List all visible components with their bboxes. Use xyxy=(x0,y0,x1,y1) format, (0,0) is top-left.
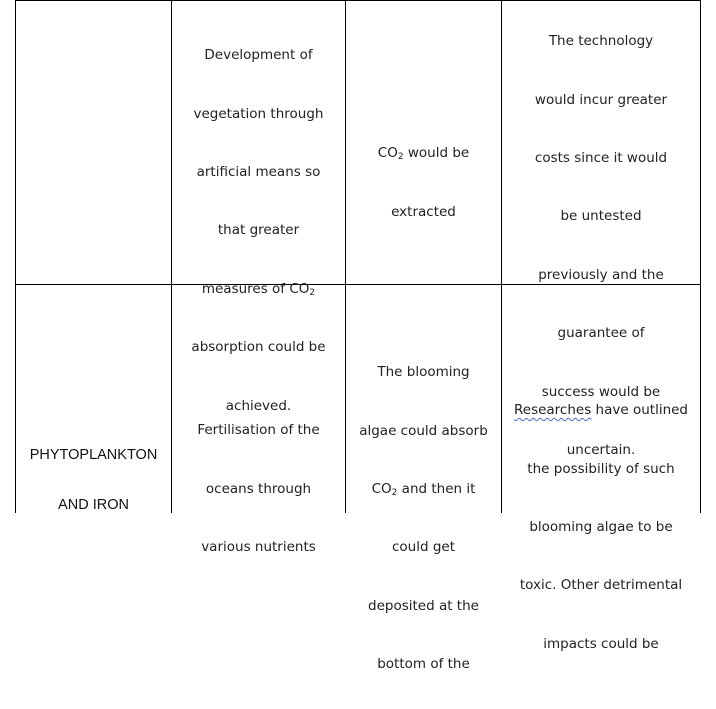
cell-text xyxy=(191,12,325,450)
text-line: be untested xyxy=(560,208,642,225)
text-fragment: and then it xyxy=(397,481,476,498)
text-line: impacts could be xyxy=(543,635,659,652)
text-line: oceans through xyxy=(205,480,312,497)
text-line: toxic. Other detrimental xyxy=(519,577,683,594)
text-line: success would be xyxy=(541,383,661,400)
text-line: would incur greater xyxy=(534,91,668,108)
text-line: The technology xyxy=(548,33,654,50)
text-line: extracted xyxy=(391,203,456,220)
subscript: 2 xyxy=(397,152,404,163)
table-cell-r1-c1[interactable] xyxy=(16,1,171,284)
text-line: AND IRON xyxy=(58,497,129,513)
text-line: previously and the xyxy=(538,266,664,283)
text-line: that greater xyxy=(217,222,300,239)
text-line: artificial means so xyxy=(196,164,321,181)
text-line: could get xyxy=(391,539,455,556)
table-cell-r2-c4[interactable] xyxy=(502,367,700,652)
text-line: blooming algae to be xyxy=(529,519,673,536)
text-line: Fertilisation of the xyxy=(197,422,320,439)
text-line: uncertain. xyxy=(566,442,636,459)
spellcheck-word[interactable]: Researches xyxy=(513,402,592,419)
text-line: vegetation through xyxy=(193,105,324,122)
text-line: deposited at the xyxy=(368,597,479,614)
text-fragment: CO xyxy=(371,481,392,498)
text-line: Development of xyxy=(204,47,313,64)
table-cell-r2-c2[interactable] xyxy=(172,387,345,556)
text-line: the possibility of such xyxy=(527,460,675,477)
text-line: bottom of the xyxy=(377,656,470,673)
table-cell-r2-c1[interactable] xyxy=(16,418,171,513)
text-line: The blooming xyxy=(377,364,470,381)
table-column-border-right xyxy=(700,0,701,513)
text-fragment: measures of CO xyxy=(201,280,310,297)
cell-text xyxy=(359,329,488,709)
text-line: PHYTOPLANKTON xyxy=(29,447,158,463)
text-fragment: have outlined xyxy=(591,402,688,419)
text-line: achieved. xyxy=(225,397,292,414)
subscript: 2 xyxy=(391,488,398,499)
cell-text xyxy=(197,387,319,591)
text-line: algae could absorb xyxy=(359,422,488,439)
text-line xyxy=(359,475,488,504)
text-fragment: would be xyxy=(403,145,470,162)
text-line: various nutrients xyxy=(201,539,316,556)
text-line: guarantee of xyxy=(557,325,645,342)
table-cell-r2-c3[interactable] xyxy=(346,329,501,673)
text-line xyxy=(378,139,469,168)
text-line xyxy=(191,275,325,304)
text-line xyxy=(514,396,688,425)
text-fragment: CO xyxy=(377,145,398,162)
text-line: costs since it would xyxy=(534,150,668,167)
table-cell-r1-c3[interactable] xyxy=(346,110,501,220)
subscript: 2 xyxy=(309,287,316,298)
cell-text xyxy=(378,110,469,256)
table-cell-r1-c2[interactable] xyxy=(172,12,345,414)
cell-text xyxy=(514,367,688,688)
text-line: absorption could be xyxy=(191,339,326,356)
cell-text xyxy=(30,418,158,543)
